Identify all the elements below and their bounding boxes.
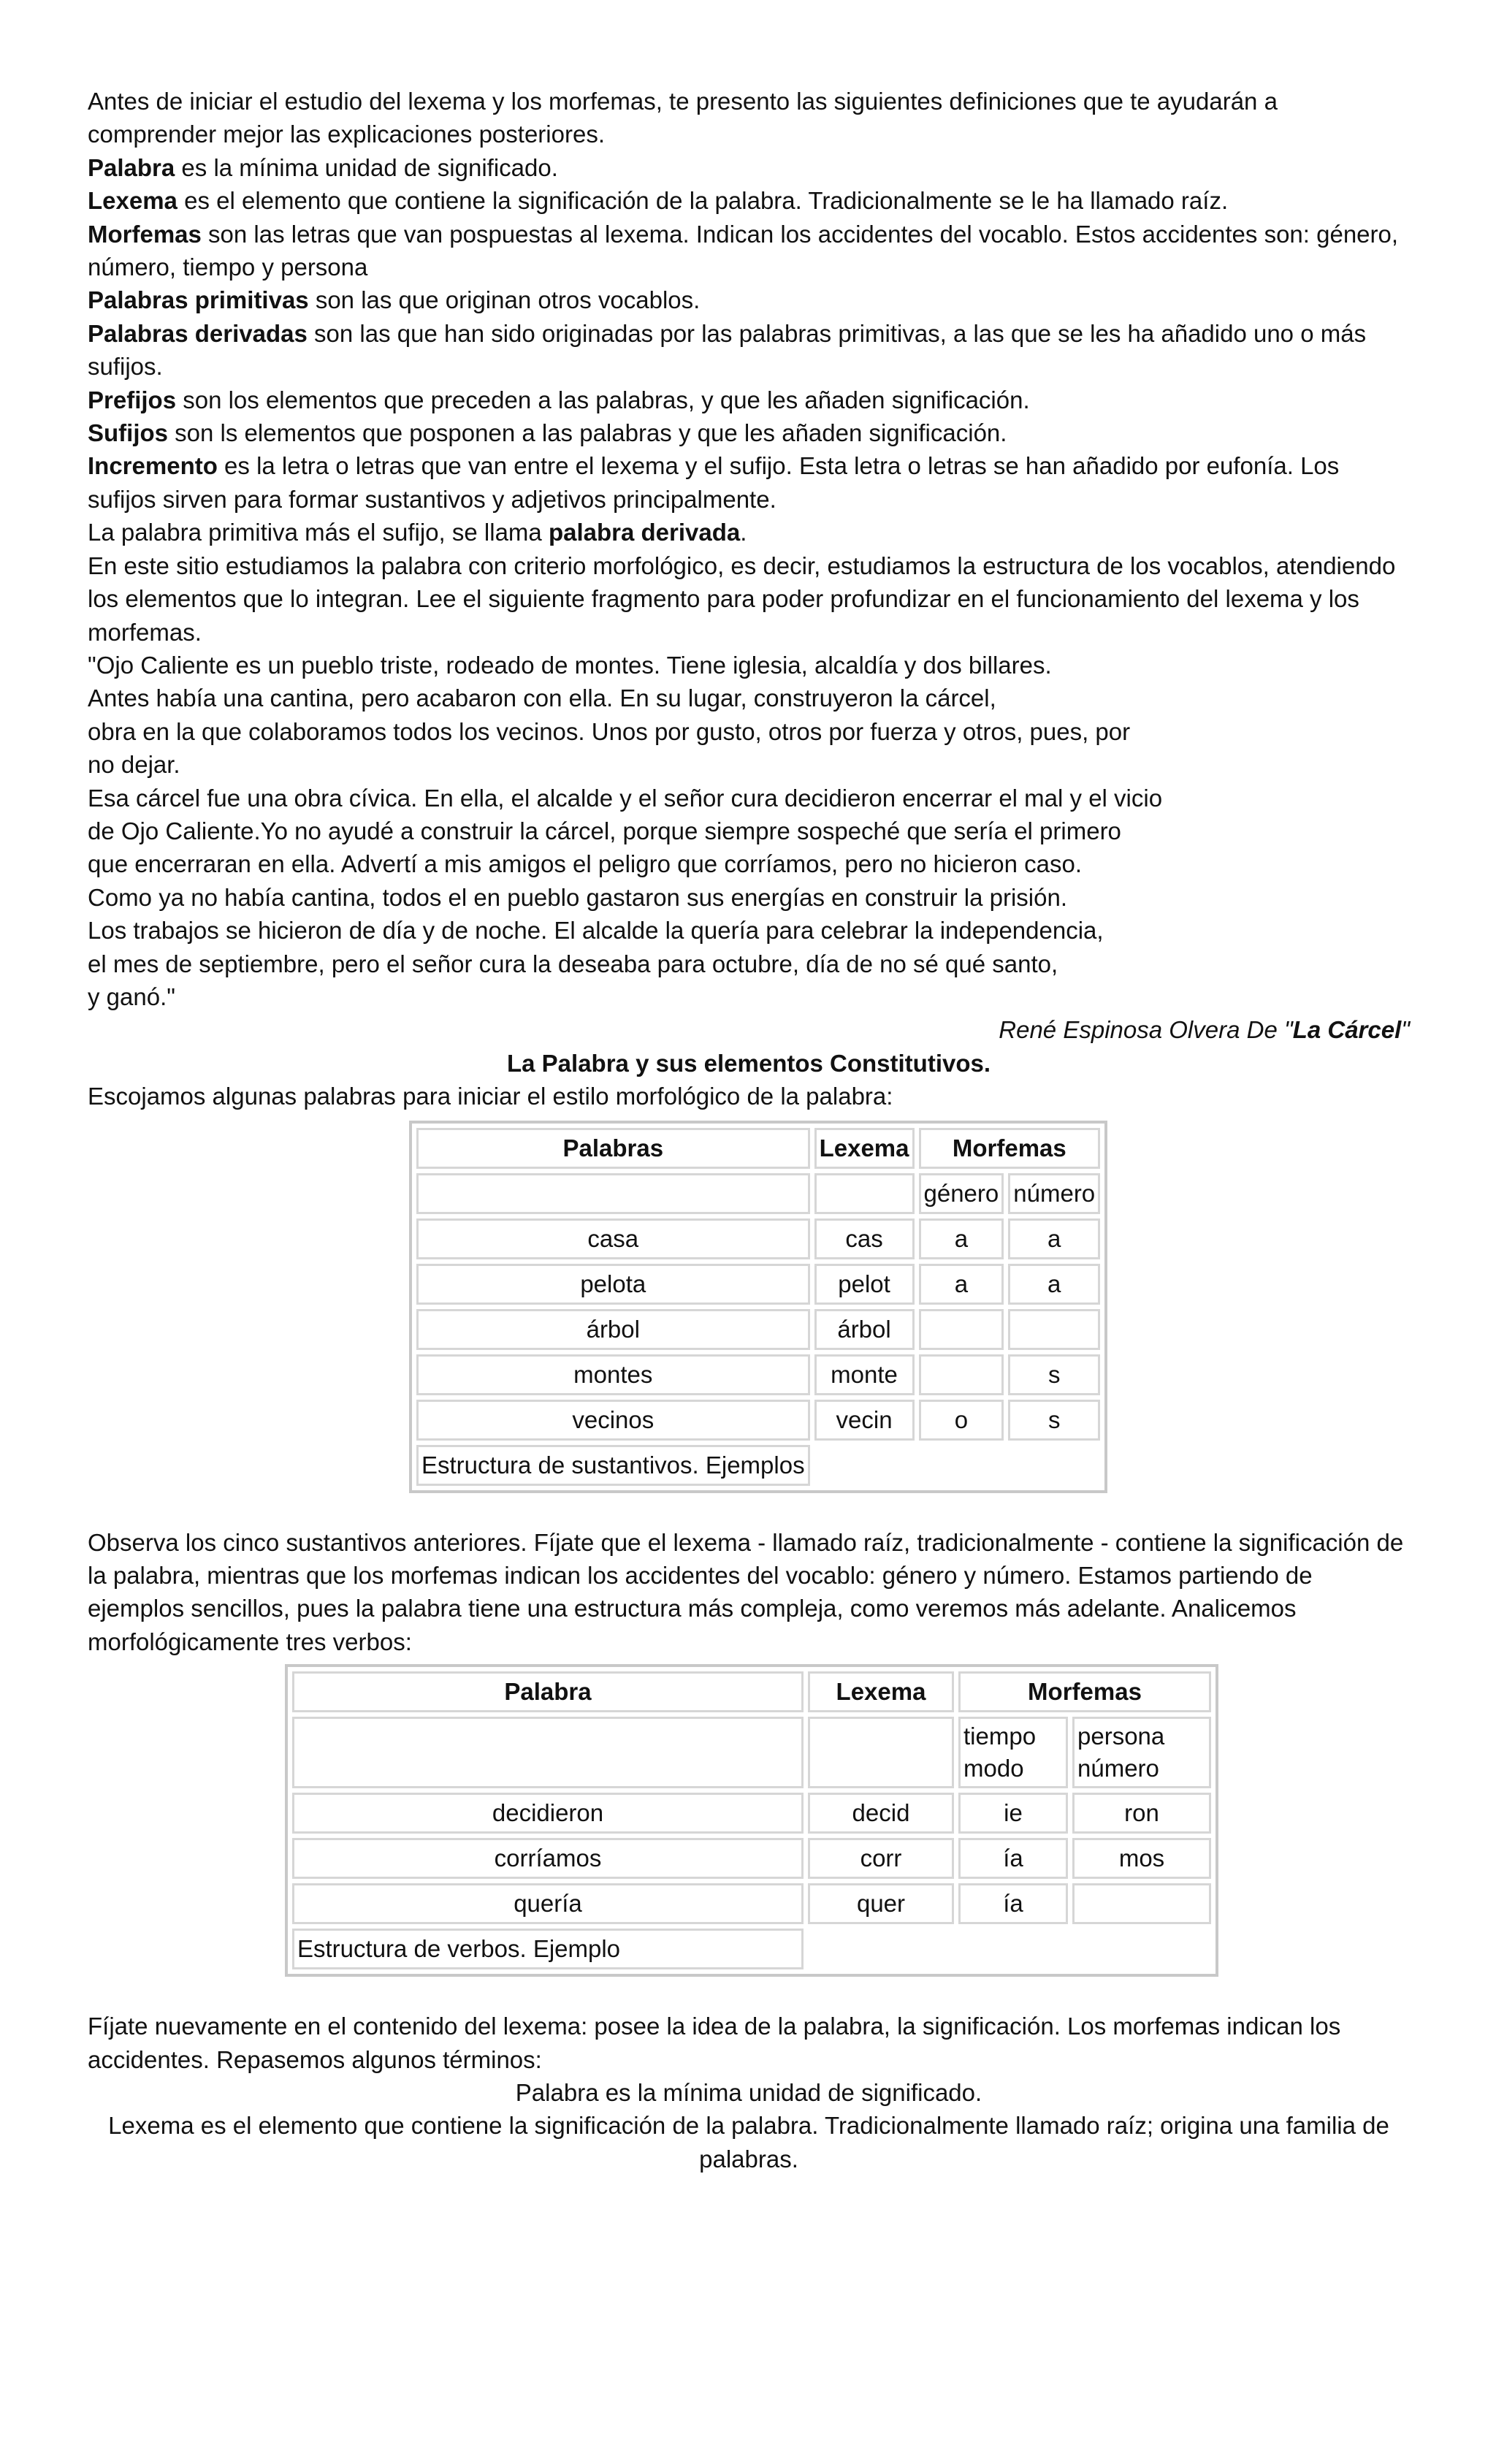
cell-tiempo-modo: ie [958,1793,1068,1834]
empty-cell [292,1717,804,1788]
term: Lexema [88,187,178,215]
cell-persona-numero: ron [1072,1793,1211,1834]
definition-text: son las letras que van pospuestas al lexema. Indican los accidentes del vocablo. Estos accidentes son: género, número, tiempo y persona [88,220,1399,281]
quote-line: el mes de septiembre, pero el señor cura la deseaba para octubre, día de no sé qué santo, [88,950,1058,977]
derivada-sentence [88,516,1410,549]
quote-line: y ganó." [88,983,175,1010]
nouns-structure-table [409,1121,1107,1493]
quote-line: Como ya no había cantina, todos el en pueblo gastaron sus energías en construir la prisión. [88,883,1067,911]
spacer [88,1493,1410,1526]
cell-genero [919,1309,1004,1350]
table-caption: Estructura de verbos. Ejemplo [292,1929,804,1969]
definition-palabra [88,151,1410,184]
term: Palabra [88,153,175,181]
definition-palabras-primitivas [88,283,1410,316]
subheader-persona-numero [1072,1717,1211,1788]
term: Palabras derivadas [88,319,308,347]
table-row [292,1838,1211,1879]
cell-persona-numero [1072,1883,1211,1924]
cell-lexema: pelot [814,1264,915,1305]
morphology-intro: En este sitio estudiamos la palabra con criterio morfológico, es decir, estudiamos la estructura de los vocablos, atendiendo los elementos que lo integran. Lee el siguiente fragmento para poder profundizar en el funcionamiento del lexema y los morfemas. [88,552,1396,646]
cell-lexema: árbol [814,1309,915,1350]
table-subheader-row [416,1173,1100,1214]
cell-tiempo-modo: ía [958,1883,1068,1924]
cell-numero: s [1008,1400,1100,1441]
cell-genero [919,1354,1004,1395]
subheader-persona: persona [1077,1723,1165,1750]
verbs-structure-table [285,1664,1218,1977]
cell-numero: a [1008,1218,1100,1259]
cell-lexema: monte [814,1354,915,1395]
subheader-genero: género [919,1173,1004,1214]
table-row [416,1218,1100,1259]
table-caption: Estructura de sustantivos. Ejemplos [416,1445,810,1486]
definition-text: son ls elementos que posponen a las palabras y que les añaden significación. [168,419,1007,447]
cell-genero: a [919,1218,1004,1259]
table-header-row [292,1671,1211,1712]
cell-lexema: cas [814,1218,915,1259]
empty-cell [808,1717,954,1788]
empty-cell [814,1173,915,1214]
definition-palabras-derivadas [88,317,1410,384]
cell-palabra: quería [292,1883,804,1924]
definition-lexema [88,184,1410,217]
quote-block [88,649,1410,1013]
derivada-term: palabra derivada [548,519,741,546]
cell-palabra: montes [416,1354,810,1395]
cell-persona-numero: mos [1072,1838,1211,1879]
empty-cell [808,1929,1211,1969]
subheader-tiempo-modo [958,1717,1068,1788]
term: Morfemas [88,220,202,248]
cell-palabra: casa [416,1218,810,1259]
quote-line: de Ojo Caliente.Yo no ayudé a construir la cárcel, porque siempre sospeché que sería el primero [88,817,1121,844]
cell-lexema: quer [808,1883,954,1924]
header-lexema: Lexema [814,1128,915,1169]
cell-palabra: vecinos [416,1400,810,1441]
definition-sufijos [88,416,1410,449]
cell-numero: a [1008,1264,1100,1305]
term: Palabras primitivas [88,286,309,314]
cell-tiempo-modo: ía [958,1838,1068,1879]
table-row [292,1883,1211,1924]
table-row [416,1264,1100,1305]
cell-palabra: decidieron [292,1793,804,1834]
definition-text: son las que originan otros vocablos. [308,286,701,314]
table1-intro: Escojamos algunas palabras para iniciar el estilo morfológico de la palabra: [88,1083,893,1110]
table-row [416,1309,1100,1350]
table-row [416,1354,1100,1395]
header-palabras: Palabras [416,1128,810,1169]
table2-intro: Observa los cinco sustantivos anteriores. Fíjate que el lexema - llamado raíz, tradicionalmente - contiene la significación de la palabra, mientras que los morfemas indican los accidentes del vocablo: género y número. Estamos partiendo de ejemplos sencillos, pues la palabra tiene una estructura más compleja, como veremos más adelante. Analicemos morfológicamente tres verbos: [88,1528,1404,1655]
table-caption-row [292,1929,1211,1969]
cell-lexema: decid [808,1793,954,1834]
cell-numero: s [1008,1354,1100,1395]
definition-text: es la mínima unidad de significado. [175,153,558,181]
spacer [88,1977,1410,2010]
cell-palabra: corríamos [292,1838,804,1879]
empty-cell [814,1445,1101,1486]
table-row [292,1793,1211,1834]
attribution-suffix: " [1401,1016,1410,1044]
quote-line: no dejar. [88,751,180,779]
term: Incremento [88,452,218,480]
subheader-numero: número [1077,1755,1159,1782]
header-morfemas: Morfemas [958,1671,1211,1712]
subheader-modo: modo [963,1755,1024,1782]
attribution-prefix: René Espinosa Olvera De " [999,1016,1293,1044]
header-lexema: Lexema [808,1671,954,1712]
cell-lexema: vecin [814,1400,915,1441]
quote-line: Esa cárcel fue una obra cívica. En ella, el alcalde y el señor cura decidieron encerrar el mal y el vicio [88,784,1163,812]
table-row [416,1400,1100,1441]
derivada-after: . [740,519,747,546]
definition-text: son las que han sido originadas por las palabras primitivas, a las que se les ha añadido uno o más sufijos. [88,319,1367,381]
table-caption-row [416,1445,1100,1486]
attribution-work: La Cárcel [1292,1016,1402,1044]
definition-prefijos [88,384,1410,416]
quote-line: obra en la que colaboramos todos los vecinos. Unos por gusto, otros por fuerza y otros, pues, por [88,717,1131,745]
quote-line: Antes había una cantina, pero acabaron con ella. En su lugar, construyeron la cárcel, [88,684,996,712]
cell-genero: o [919,1400,1004,1441]
derivada-before: La palabra primitiva más el sufijo, se llama [88,519,549,546]
closing-paragraph: Fíjate nuevamente en el contenido del lexema: posee la idea de la palabra, la significación. Los morfemas indican los accidentes. Repasemos algunos términos: [88,2013,1341,2073]
table-header-row [416,1128,1100,1169]
lexema-definition-centered: Lexema es el elemento que contiene la significación de la palabra. Tradicionalmente llamado raíz; origina una familia de palabras. [108,2112,1389,2173]
header-morfemas: Morfemas [919,1128,1101,1169]
cell-lexema: corr [808,1838,954,1879]
quote-line: "Ojo Caliente es un pueblo triste, rodeado de montes. Tiene iglesia, alcaldía y dos billares. [88,651,1052,679]
definition-incremento [88,449,1410,516]
intro-paragraph: Antes de iniciar el estudio del lexema y los morfemas, te presento las siguientes definiciones que te ayudarán a comprender mejor las explicaciones posteriores. [88,88,1278,148]
palabra-definition-centered: Palabra es la mínima unidad de significado. [515,2079,982,2107]
header-palabra: Palabra [292,1671,804,1712]
term: Sufijos [88,419,169,447]
cell-genero: a [919,1264,1004,1305]
subheader-numero: número [1008,1173,1100,1214]
section-title: La Palabra y sus elementos Constitutivos. [506,1049,991,1077]
table-subheader-row [292,1717,1211,1788]
cell-palabra: pelota [416,1264,810,1305]
definition-text: son los elementos que preceden a las palabras, y que les añaden significación. [176,386,1030,413]
term: Prefijos [88,386,177,413]
definition-text: es el elemento que contiene la significación de la palabra. Tradicionalmente se le ha llamado raíz. [177,187,1229,215]
definition-morfemas [88,218,1410,284]
subheader-tiempo: tiempo [963,1723,1037,1750]
cell-palabra: árbol [416,1309,810,1350]
empty-cell [416,1173,810,1214]
quote-attribution [88,1013,1410,1046]
quote-line: Los trabajos se hicieron de día y de noche. El alcalde la quería para celebrar la independencia, [88,917,1104,945]
cell-numero [1008,1309,1100,1350]
quote-line: que encerraran en ella. Advertí a mis amigos el peligro que corríamos, pero no hicieron caso. [88,850,1083,878]
definition-text: es la letra o letras que van entre el lexema y el sufijo. Esta letra o letras se han añadido por eufonía. Los sufijos sirven para formar sustantivos y adjetivos principalmente. [88,452,1340,513]
